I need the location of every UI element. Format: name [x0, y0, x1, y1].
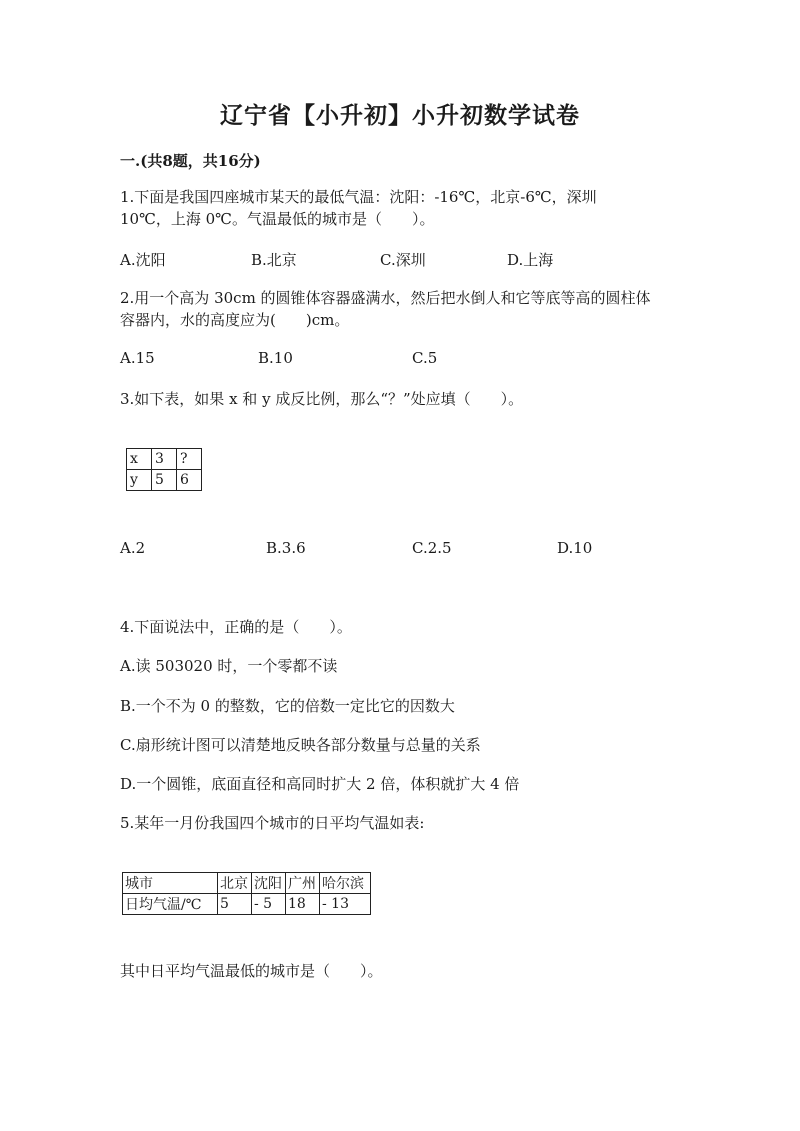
q3-option-d: D.10	[557, 539, 593, 557]
question-1-line-2: 10℃，上海 0℃。气温最低的城市是（ ）。	[120, 210, 435, 228]
question-1-line-1: 1.下面是我国四座城市某天的最低气温：沈阳：-16℃，北京-6℃，深圳	[120, 188, 597, 206]
table-row	[127, 449, 202, 470]
table-cell: 5	[152, 470, 177, 491]
table-cell: - 13	[320, 894, 371, 915]
table-cell: - 5	[252, 894, 286, 915]
question-2-line-1: 2.用一个高为 30cm 的圆锥体容器盛满水，然后把水倒人和它等底等高的圆柱体	[120, 289, 651, 307]
q2-option-c: C.5	[412, 349, 438, 367]
question-4: 4.下面说法中，正确的是（ ）。	[120, 618, 352, 636]
table-cell: 3	[152, 449, 177, 470]
table-cell: ?	[177, 449, 202, 470]
q4-option-c: C.扇形统计图可以清楚地反映各部分数量与总量的关系	[120, 736, 481, 754]
q3-option-a: A.2	[120, 539, 146, 557]
q1-option-b: B.北京	[251, 251, 297, 269]
question-5-prompt: 其中日平均气温最低的城市是（ ）。	[120, 962, 383, 980]
table-cell: x	[127, 449, 152, 470]
table-cell: 5	[218, 894, 252, 915]
table-cell: 6	[177, 470, 202, 491]
q4-option-d: D.一个圆锥，底面直径和高同时扩大 2 倍，体积就扩大 4 倍	[120, 775, 520, 793]
question-5: 5.某年一月份我国四个城市的日平均气温如表:	[120, 814, 425, 832]
table-row	[123, 894, 371, 915]
table-cell: 18	[286, 894, 320, 915]
table-cell: 日均气温/℃	[123, 894, 218, 915]
question-2	[120, 287, 680, 331]
q1-option-d: D.上海	[507, 251, 554, 269]
city-temperature-table	[122, 872, 371, 915]
q1-option-c: C.深圳	[380, 251, 426, 269]
q4-option-a: A.读 503020 时，一个零都不读	[120, 657, 338, 675]
q3-option-b: B.3.6	[266, 539, 306, 557]
q3-option-c: C.2.5	[412, 539, 452, 557]
question-2-line-2: 容器内，水的高度应为( )cm。	[120, 311, 350, 329]
q1-option-a: A.沈阳	[120, 251, 166, 269]
table-cell: 沈阳	[252, 873, 286, 894]
q2-option-b: B.10	[258, 349, 293, 367]
xy-table	[126, 448, 202, 491]
table-cell: 哈尔滨	[320, 873, 371, 894]
table-cell: 城市	[123, 873, 218, 894]
table-cell: 北京	[218, 873, 252, 894]
page-title: 辽宁省【小升初】小升初数学试卷	[220, 102, 580, 129]
table-cell: 广州	[286, 873, 320, 894]
section-heading: 一.(共8题，共16分)	[120, 152, 261, 170]
question-1	[120, 186, 680, 230]
q4-option-b: B.一个不为 0 的整数，它的倍数一定比它的因数大	[120, 697, 455, 715]
question-3: 3.如下表，如果 x 和 y 成反比例，那么“？”处应填（ ）。	[120, 390, 524, 408]
table-cell: y	[127, 470, 152, 491]
table-row	[127, 470, 202, 491]
q2-option-a: A.15	[120, 349, 155, 367]
table-row	[123, 873, 371, 894]
